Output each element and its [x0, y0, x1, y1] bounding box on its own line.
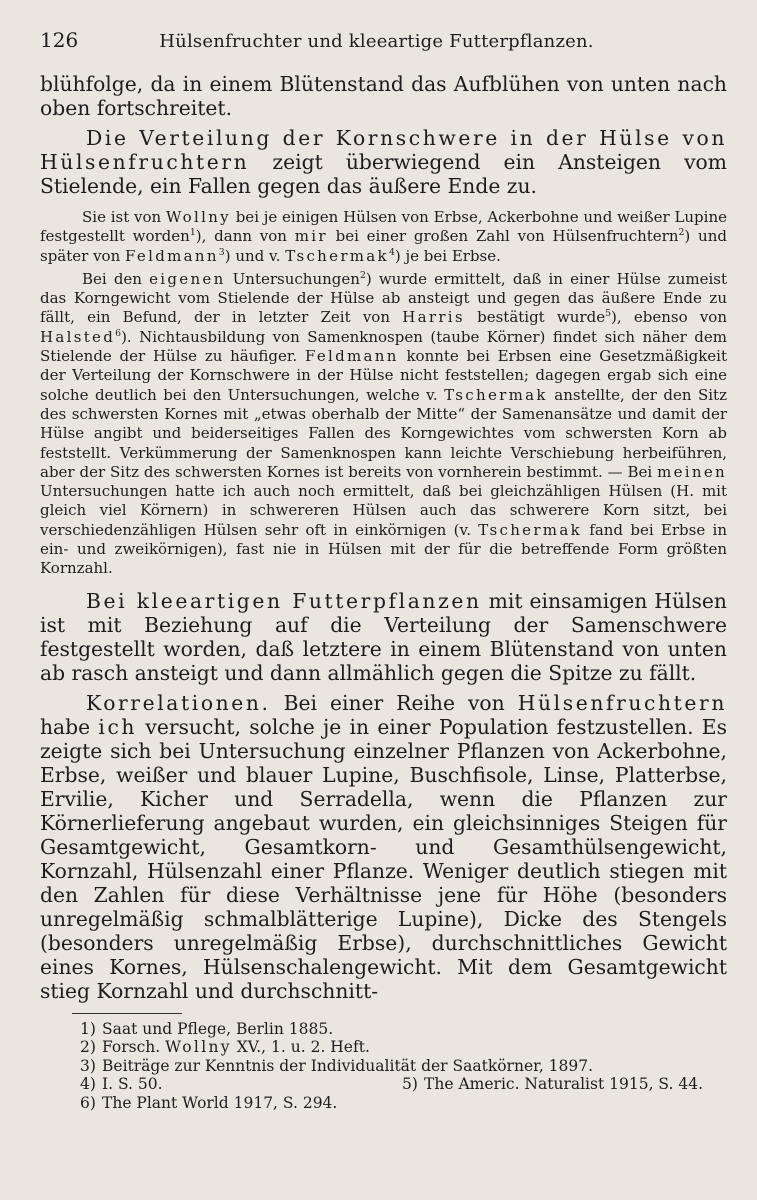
footnote-ref-5: 5 — [605, 308, 612, 320]
footnote-text: XV., 1. u. 2. Heft. — [231, 1038, 370, 1057]
footnote-text: The Plant World 1917, S. 294. — [102, 1093, 338, 1112]
emphasis-kleeartige: Bei kleeartigen Futterpflanzen — [86, 588, 482, 613]
text-run: konnte bei Erbsen eine Gesetzmäßigkeit der Verteilung der Kornschwere in der Hülse nicht feststellen; dagegen ergab sich eine solche deutlich bei den Untersuchungen, welche v. — [40, 347, 728, 404]
text-run: Sie ist von — [82, 208, 166, 226]
running-title: Hülsenfruchter und kleeartige Futterpflanzen. — [159, 31, 594, 52]
footnote-5 — [402, 1075, 703, 1094]
text-run: anstellte, der den Sitz des schwersten Kornes mit „etwas oberhalb der Mitte“ der Samenansätze und damit der Hülse angibt und beiderseitiges Fallen des Korngewichtes vom schwersten Korn ab feststellt. Verkümmerung der Samenknospen kann leichte Verschiebung herbeiführen, aber der Sitz des schwersten Kornes ist bereits von vornherein bestimmt. — Bei — [40, 385, 727, 481]
footnote-ref-2: 2 — [359, 269, 366, 281]
footnote-ref-1: 1 — [189, 227, 196, 239]
footnote-ref-4: 4 — [388, 246, 395, 258]
text-run: Bei den — [82, 269, 150, 288]
footnote-3 — [80, 1057, 727, 1076]
footnote-text: Forsch. — [102, 1038, 166, 1057]
emphasis-ich: ich — [98, 714, 138, 739]
text-run: Untersuchungen hatte ich auch noch ermittelt, daß bei gleichzähligen Hülsen (H. mit gleich viel Körnern) in schwereren Hülsen auch das schwerere Korn sitzt, bei verschiedenzähligen Hülsen sehr oft in einkörnigen (v. — [40, 482, 727, 539]
footnote-mark: 2) — [80, 1038, 96, 1057]
author-feldmann: Feldmann — [304, 347, 399, 366]
footnotes — [40, 1020, 727, 1113]
text-run: habe — [40, 714, 99, 739]
footnote-text: Beiträge zur Kenntnis der Individualität der Saatkörner, 1897. — [102, 1056, 594, 1075]
text-run: bei einer großen Zahl von Hülsenfruchtern — [327, 227, 679, 246]
text-run: ). Nichtausbildung von Samenknospen (taube Körner) findet sich näher dem Stielende der Hülse zu häufiger. — [40, 327, 727, 366]
footnote-mark: 3) — [80, 1056, 96, 1075]
footnote-4 — [80, 1075, 163, 1094]
footnote-4-5 — [80, 1075, 727, 1094]
author-feldmann: Feldmann — [125, 246, 219, 265]
emphasis-meinen: meinen — [657, 462, 727, 481]
footnote-mark: 5) — [402, 1075, 418, 1094]
smallprint-wollny — [40, 208, 727, 266]
footnote-1 — [80, 1020, 727, 1039]
footnote-text: I. S. 50. — [102, 1075, 163, 1094]
author-harris: Harris — [402, 308, 465, 327]
text-run: Bei einer Reihe von — [270, 690, 518, 715]
heading-korrelationen: Korrelationen. — [86, 690, 271, 715]
text-run: ) je bei Erbse. — [394, 246, 501, 265]
paragraph-korrelationen — [40, 691, 727, 1003]
author-wollny: Wollny — [165, 1038, 232, 1057]
author-wollny: Wollny — [165, 208, 231, 226]
paragraph-bluehfolge: blühfolge, da in einem Blütenstand das Aufblühen von unten nach oben fortschreitet. — [40, 72, 727, 120]
author-tschermak: Tschermak — [444, 385, 548, 404]
footnote-ref-3: 3 — [218, 246, 225, 258]
text-run: versucht, solche je in einer Population festzustellen. Es zeigte sich bei Untersuchung einzelner Pflanzen von Ackerbohne, Erbse, weißer und blauer Lupine, Buschfisole, Linse, Platterbse, Ervilie, Kicher und Serradella, wenn die Pflanzen zur Körnerlieferung angebaut wurden, ein gleichsinniges Steigen für Gesamtgewicht, Gesamtkorn- und Gesamthülsengewicht, Kornzahl, Hülsenzahl einer Pflanze. Weniger deutlich stiegen mit den Zahlen für diese Verhältnisse jene für Höhe (besonders unregelmäßig schmalblätterige Lupine), Dicke des Stengels (besonders unregelmäßig Erbse), durchschnittliches Gewicht eines Kornes, Hülsenschalengewicht. Mit dem Gesamtgewicht stieg Kornzahl und durchschnitt- — [40, 714, 727, 1003]
page-number: 126 — [40, 28, 79, 52]
smallprint-eigene-untersuchungen — [40, 270, 727, 579]
footnote-mark: 1) — [80, 1019, 96, 1038]
page-header — [40, 28, 727, 58]
author-tschermak: Tschermak — [285, 246, 389, 265]
emphasis-eigenen: eigenen — [149, 269, 226, 288]
text-run: bestätigt wurde — [464, 308, 606, 327]
text-run: Untersuchungen — [225, 269, 360, 288]
text-run: ) und v. — [224, 246, 286, 265]
footnote-text: The Americ. Naturalist 1915, S. 44. — [424, 1075, 703, 1094]
footnote-rule — [72, 1013, 182, 1014]
emphasis-kornschwere: Die Verteilung der Kornschwere in der Hülse von Hülsenfruchtern — [40, 126, 727, 174]
emphasis-huelsenfruchtern: Hülsenfruchtern — [517, 690, 727, 715]
text-run: fand bei Erbse in ein- und zweikörnigen), fast nie in Hülsen mit der für die betreffende Form größten Kornzahl. — [40, 520, 727, 578]
footnote-mark: 4) — [80, 1075, 96, 1094]
text-run: bei je einigen Hülsen von Erbse, Ackerbohne und weißer Lupine festgestellt worden — [40, 208, 727, 246]
paragraph-kleeartige — [40, 589, 727, 685]
footnote-ref-6: 6 — [115, 327, 122, 339]
footnote-2 — [80, 1038, 727, 1057]
text-run: ), dann von — [195, 227, 295, 246]
paragraph-kornschwere-rest: zeigt überwiegend ein Ansteigen vom Stielende, ein Fallen gegen das äußere Ende zu. — [40, 150, 727, 198]
author-tschermak: Tschermak — [478, 520, 582, 539]
footnote-ref-2: 2 — [678, 227, 685, 239]
footnote-6 — [80, 1094, 727, 1113]
text-run: ), ebenso von — [611, 308, 727, 327]
emphasis-mir: mir — [294, 227, 328, 246]
text-run: ) wurde ermittelt, daß in einer Hülse zumeist das Korngewicht vom Stielende der Hülse ab ansteigt und gegen das äußere Ende zu fällt, ein Befund, der in letzter Zeit von — [40, 269, 728, 327]
footnote-text: Saat und Pflege, Berlin 1885. — [102, 1019, 334, 1038]
footnote-mark: 6) — [80, 1093, 96, 1112]
author-halsted: Halsted — [40, 327, 116, 346]
text-run: ) und später von — [40, 227, 727, 265]
paragraph-kornschwere — [40, 126, 727, 198]
paragraph-kleeartige-rest: mit einsamigen Hülsen ist mit Beziehung auf die Verteilung der Samenschwere festgestellt worden, daß letztere in einem Blütenstand von unten ab rasch ansteigt und dann allmählich gegen die Spitze zu fällt. — [40, 588, 727, 685]
